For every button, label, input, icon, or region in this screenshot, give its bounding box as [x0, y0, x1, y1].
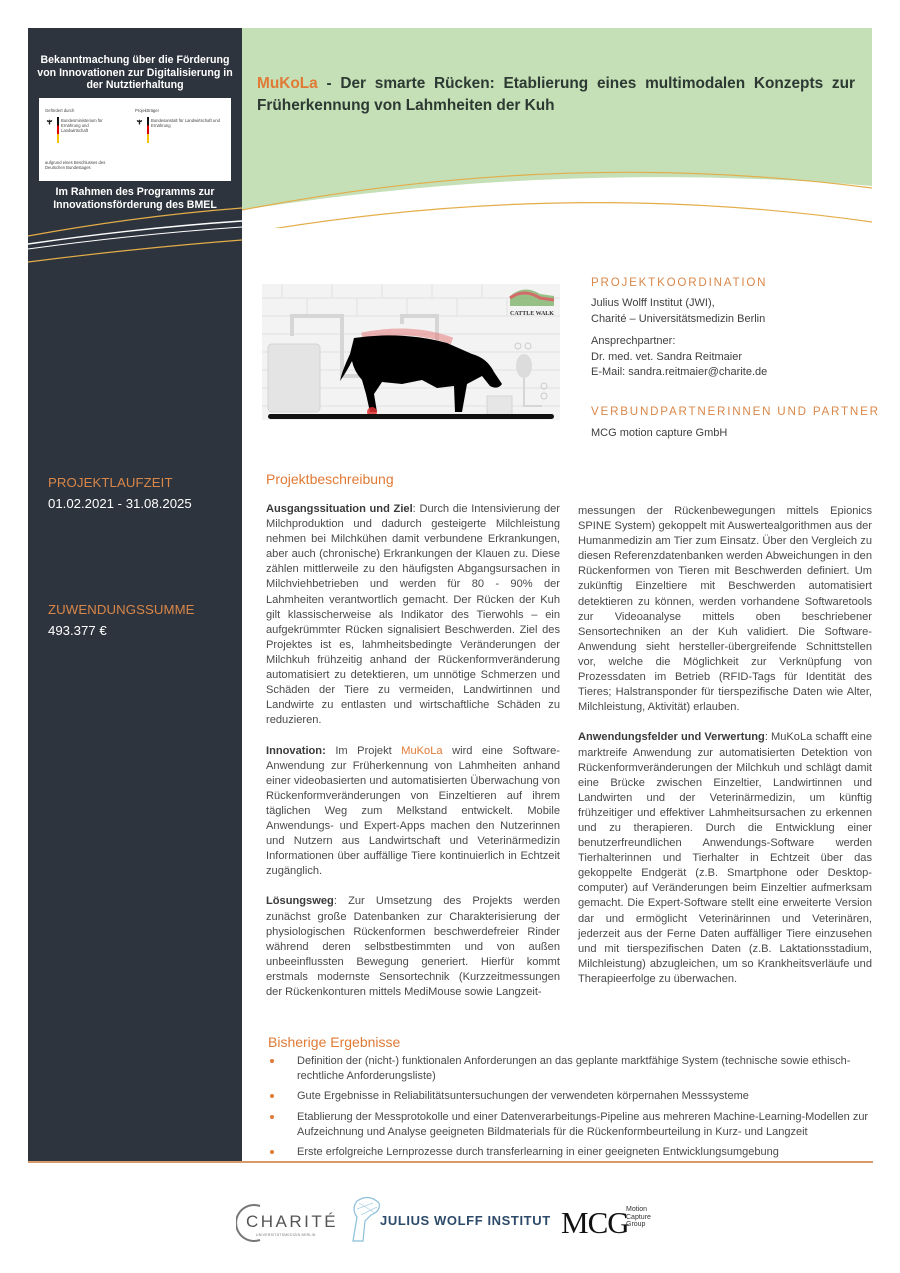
federal-eagle-icon: [46, 118, 53, 126]
contact-label: Ansprechpartner:: [591, 335, 676, 347]
program-text: Im Rahmen des Programms zur Innovationsförderung des BMEL: [53, 186, 217, 211]
funder-name: Bundesministerium für Ernährung und Landwirtschaft: [61, 118, 103, 133]
title-text: - Der smarte Rücken: Etablierung eines multimodalen Konzepts zur Früherkennung von Lahmheiten der Kuh: [257, 75, 855, 114]
paragraph-label: Anwendungsfelder und Verwertung: [578, 731, 765, 744]
mcg-subtitle-line: Motion: [626, 1206, 648, 1213]
contact-name: Dr. med. vet. Sandra Reitmaier: [591, 350, 743, 363]
funding-value: 493.377 €: [48, 623, 107, 638]
header-band: [242, 28, 872, 228]
project-brand: MuKoLa: [401, 744, 443, 757]
list-item-text: Erste erfolgreiche Lernprozesse durch transferlearning in einer geeigneten Entwicklungsumgebung: [297, 1146, 779, 1159]
list-item-text: Etablierung der Messprotokolle und einer Datenverarbeitungs-Pipeline aus mehreren Machine-Learning-Modellen zur Aufzeichnung und Analyse geeigneten Bildmaterials für die Rückenformbeurteilung in Kurz- und Langzeit: [297, 1110, 869, 1138]
funded-by-label: Gefördert durch: [45, 108, 75, 113]
list-item: [268, 1089, 872, 1104]
jwi-wordmark: JULIUS WOLFF INSTITUT: [380, 1213, 551, 1228]
german-flag-bar: [147, 117, 149, 143]
paragraph-approach: [266, 894, 560, 1000]
executing-label: Projektträger: [135, 108, 159, 113]
german-flag-bar: [57, 117, 59, 143]
list-item: [268, 1054, 872, 1084]
funder-logo-box: [39, 98, 231, 181]
sidebar: [28, 28, 242, 1161]
paragraph-text: wird eine Software-Anwendung zur Früherkennung von Lahmheiten anhand einer videobasierten und automatisierten Überwachung von Rückenformveränderungen von Einzeltieren auf ihrem täglichen Weg zum Melkstand entwickelt. Mobile Anwendungs- und Expert-Apps machen den Nutzerinnen und Nutzern aus Landwirtschaft und Veterinärmedizin Informationen über auffällige Tiere kontinuierlich in Echtzeit zugänglich.: [266, 744, 560, 878]
charite-wordmark: CHARITÉ: [246, 1212, 339, 1231]
paragraph-text: : Durch die Intensivierung der Milchproduktion und dadurch gesteigerte Milchleistung nehmen bei Milchkühen damit verbundene Erkrankungen, aber auch (chronische) Erkrankungen der Klauen zu. Diese zählen mittlerweile zu den häufigsten Abgangsursachen in Milchviehbetrieben und werden für 80 - 90% der Lahmheiten verantwortlich gemacht. Der Rücken der Kuh gilt klassischerweise als Indikator des Tierwohls – ein aufgekrümmter Rücken signalisiert Beschwerden. Ziel des Projektes ist es, lahmheitsbedingte Veränderungen der Milchkuh frühzeitig anhand der Rückenformveränderung automatisiert zu detektieren, um unnötige Schmerzen und Schäden der Tiere zu vermeiden, Landwirtinnen und Landwirte zu entlasten und wirtschaftliche Schäden zu reduzieren.: [266, 503, 560, 727]
coordination-institute: [591, 296, 765, 327]
paragraph-text: Im Projekt: [325, 744, 402, 757]
mcg-subtitle-line: Group: [626, 1221, 646, 1229]
contact-block: [591, 334, 767, 381]
bullet-icon: [270, 1059, 274, 1063]
page-title: [257, 73, 855, 117]
list-item-text: Gute Ergebnisse in Reliabilitätsuntersuchungen der verwendeten körpernahen Messsysteme: [297, 1090, 749, 1103]
wave-decoration: [28, 178, 242, 268]
institute-line: Charité – Universitätsmedizin Berlin: [591, 312, 766, 325]
paragraph-application: [578, 730, 872, 987]
funder-note: aufgrund eines Beschlusses des Deutschen Bundestages: [45, 160, 106, 170]
results-list: [268, 1054, 872, 1165]
description-column-left: [266, 502, 560, 1015]
list-item: [268, 1110, 872, 1140]
bullet-icon: [270, 1150, 274, 1154]
mcg-wordmark: MCG: [561, 1205, 629, 1240]
contact-email[interactable]: E-Mail: sandra.reitmaier@charite.de: [591, 366, 768, 378]
mcg-logo: [561, 1203, 681, 1243]
header-background: [242, 28, 872, 228]
results-title: Bisherige Ergebnisse: [268, 1034, 401, 1050]
institute-line: Julius Wolff Institut (JWI),: [591, 297, 715, 309]
funding-label: ZUWENDUNGSSUMME: [48, 602, 195, 617]
bullet-icon: [270, 1115, 274, 1119]
partner-logos: [0, 1195, 900, 1245]
mcg-subtitle: [626, 1206, 651, 1229]
partners-heading: VERBUNDPARTNERINNEN UND PARTNER: [591, 405, 880, 418]
cattle-walk-illustration: [262, 276, 560, 424]
paragraph-label: Innovation:: [266, 744, 326, 757]
paragraph-text: : Zur Umsetzung des Projekts werden zunächst große Datenbanken zur Charakterisierung der physiologischen Rückenformen beschwerdefreier Rinder während deren selbstbestimmten und von außen unbeeinflussten Bewegung generiert. Hierfür kommt erstmals modernste Sensortechnik (Kurzzeitmessungen der Rückenkonturen mittels MediMouse sowie Langzeit-: [266, 895, 560, 998]
duration-label: PROJEKTLAUFZEIT: [48, 475, 173, 490]
coordination-heading: PROJEKTKOORDINATION: [591, 276, 768, 289]
description-title: Projektbeschreibung: [266, 471, 394, 487]
federal-eagle-icon: [136, 118, 143, 126]
project-brand: MuKoLa: [257, 75, 318, 92]
paragraph-innovation: [266, 744, 560, 880]
charite-logo: [236, 1203, 339, 1243]
executing-name: Bundesanstalt für Landwirtschaft und Ernährung: [151, 118, 220, 128]
jwi-logo: [347, 1195, 551, 1245]
bullet-icon: [270, 1094, 274, 1098]
paragraph-label: Lösungsweg: [266, 895, 334, 908]
paragraph-situation: [266, 502, 560, 728]
cattle-walk-logo: CATTLE WALK: [510, 311, 554, 317]
paragraph-label: Ausgangssituation und Ziel: [266, 503, 413, 515]
partner-item: MCG motion capture GmbH: [591, 427, 728, 439]
charite-subtitle: UNIVERSITÄTSMEDIZIN BERLIN: [256, 1233, 316, 1237]
announcement-heading: Bekanntmachung über die Förderung von Innovationen zur Digitalisierung in der Nutztierhaltung: [37, 54, 233, 92]
description-column-right: [578, 504, 872, 1002]
paragraph-approach-continued: messungen der Rückenbewegungen mittels Epionics SPINE System) gekoppelt mit Auswertealgorithmen aus der Humanmedizin am Tier zum Einsatz. Über den Vergleich zu diesen Referenzdatenbanken werden Abweichungen in den Rückenformen von Tieren mit Beschwerden definiert. Um zukünftig Einzeltiere mit Beschwerden automatisiert detektieren zu können, werden vorhandene Softwaretools zur Videoanalyse mittels oben beschriebener Sensortechniken an der Kuh validiert. Die Software-Anwendung sieht hersteller-übergreifende Schnittstellen vor, welche die Möglichkeit zur Verknüpfung von Prozessdaten im Betrieb (RFID-Tags für Identität des Tieres; Halstransponder für tierspezifische Daten wie Alter, Milchleistung, Aktivität) erlauben.: [578, 505, 872, 714]
mcg-subtitle-line: Capture: [626, 1213, 651, 1221]
paragraph-text: : MuKoLa schafft eine marktreife Anwendung zur automatisierten Detektion von Rückenformveränderungen der Milchkuh und schlägt damit eine Brücke zwischen Einzeltier, Landwirtinnen und Landwirten und der Veterinärmedizin, um künftig frühzeitiger und effektiver Lahmheitsursachen zu erkennen und zu therapieren. Durch die Entwicklung einer benutzerfreundlichen Anwendungs-Software werden Tierhalterinnen und Tierhalter in Echtzeit über das gekoppelte Endgerät (z.B. Smartphone oder Desktop-computer) auf Veränderungen beim Einzeltier aufmerksam gemacht. Die Expert-Software stellt eine erweiterte Version dar und ermöglicht Veterinärinnen und Veterinären, jederzeit aus der Ferne Daten auffälliger Tiere einzusehen und mit tierspezifischen Daten (z.B. Laktationsstadium, Milchleistung) abzugleichen, um so Krankheitsverläufe und Therapieerfolge zu überwachen.: [578, 731, 872, 985]
list-item-text: Definition der (nicht-) funktionalen Anforderungen an das geplante marktfähige System (technische sowie ethisch-rechtliche Anforderungsliste): [297, 1055, 851, 1083]
list-item: [268, 1145, 872, 1160]
duration-value: 01.02.2021 - 31.08.2025: [48, 496, 192, 511]
bone-icon: [347, 1195, 383, 1245]
